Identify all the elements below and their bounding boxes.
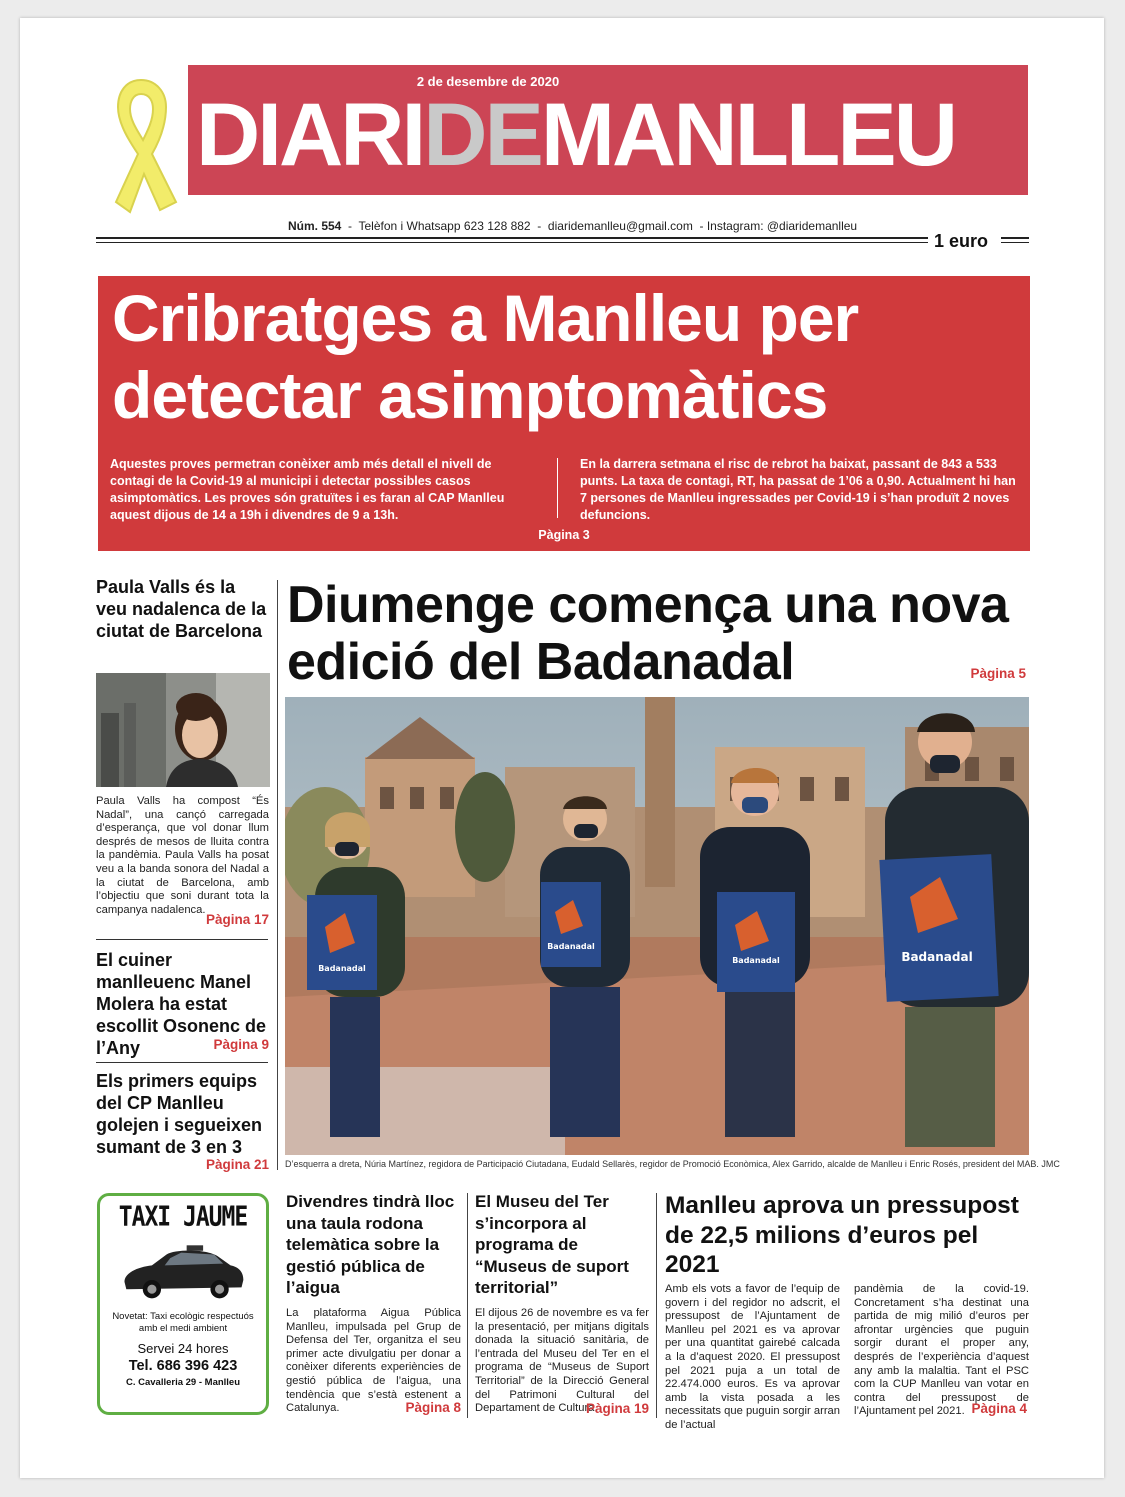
column-divider: [277, 580, 278, 1170]
newspaper-title: [196, 84, 955, 184]
bottom-col3-body-b: pandèmia de la covid-19. Concretament s’ha destinat una partida de mig milió d’euros per afrontar urgències que puguin sorgir durant el proper any, després de l’experiència d’aquest any amb la malaltia. Tant el PSC com la CUP Manlleu van votar en contra del pressupost de l’Ajuntament pel 2021.: [854, 1283, 1029, 1418]
title-part-manlleu: MANLLEU: [540, 84, 955, 184]
poster-title-1: Badanadal: [318, 964, 366, 973]
lead-summary-left: Aquestes proves permetran conèixer amb més detall el nivell de contagi de la Covid-19 al municipi i detectar possibles casos asimptomàtics. Les proves són gratuïtes i es faran al CAP Manlleu aquest dijous de 14 a 19h i divendres de 9 a 13h.: [110, 457, 505, 522]
side-story-3-page-ref[interactable]: Pàgina 21: [205, 1157, 269, 1172]
yellow-ribbon-icon: [96, 62, 186, 217]
title-part-de: DE: [423, 84, 541, 184]
side-story-3-headline[interactable]: Els primers equips del CP Manlleu golejen i segueixen sumant de 3 en 3: [96, 1071, 263, 1157]
taxi-phone[interactable]: Tel. 686 396 423: [128, 1358, 238, 1374]
poster-title-4: Badanadal: [901, 950, 973, 964]
taxi-car-icon: [117, 1238, 249, 1302]
bottom-col3-body-a: Amb els vots a favor de l’equip de govern i del regidor no adscrit, el pressupost de l’Ajuntament de Manlleu pel 2021 es va aprovar per una quantitat gairebé calcada a la d’aquest 2020. El pressupost pel 2021 puja a un total de 22.474.000 euros. Es va aprovar amb la vista posada a les necessitats que puguin sorgir arran de l’actual: [665, 1283, 840, 1431]
main-page-ref[interactable]: Pàgina 5: [970, 666, 1026, 681]
side-divider-1: [96, 939, 268, 940]
contact-details: - Telèfon i Whatsapp 623 128 882 - diaridemanlleu@gmail.com - Instagram: @diaridemanlleu: [341, 219, 858, 233]
price: 1 euro: [934, 231, 989, 251]
badanadal-photo: [285, 697, 1029, 1155]
taxi-address: C. Cavalleria 29 - Manlleu: [125, 1377, 241, 1388]
side-story-1-page-ref[interactable]: Pàgina 17: [205, 912, 269, 927]
side-divider-2: [96, 1062, 268, 1063]
side-story-1-body: Paula Valls ha compost “És Nadal”, una cançó carregada d’esperança, que vol donar llum després de mesos de lluita contra la pandèmia. Paula Valls ha posat veu a la banda sonora del Nadal a la ciutat de Barcelona, amb l’objectiu que soni durant tota la campanya nadalenca.: [96, 795, 269, 916]
lead-page-ref[interactable]: Pàgina 3: [538, 528, 590, 542]
side-story-2-headline[interactable]: El cuiner manlleuenc Manel Molera ha estat escollit Osonenc de l’Any: [96, 950, 267, 1058]
issue-date: 2 de desembre de 2020: [416, 74, 560, 89]
lead-divider: [557, 458, 558, 518]
taxi-name: TAXI JAUME: [118, 1201, 248, 1233]
bottom-col3-page-ref[interactable]: Pàgina 4: [971, 1401, 1027, 1416]
bottom-col2-page-ref[interactable]: Pàgina 19: [585, 1401, 649, 1416]
paula-valls-photo: [96, 673, 270, 787]
bottom-col1-headline[interactable]: Divendres tindrà lloc una taula rodona telemàtica sobre la gestió pública de l’aigua: [286, 1192, 455, 1297]
taxi-service: Servei 24 hores: [137, 1341, 229, 1356]
photo-caption: D’esquerra a dreta, Núria Martínez, regidora de Participació Ciutadana, Eudald Sellarès, regidor de Promoció Econòmica, Alex Garrido, alcalde de Manlleu i Enric Rosés, president del MAB. JMC: [285, 1159, 1060, 1169]
header-rule: [96, 237, 928, 243]
taxi-jaume-ad[interactable]: [97, 1193, 269, 1415]
bottom-divider-2: [656, 1193, 657, 1418]
title-part-diari: DIARI: [196, 84, 424, 184]
issue-number: Núm. 554: [288, 219, 342, 233]
bottom-col2-body: El dijous 26 de novembre es va fer la presentació, per mitjans digitals donada la situació sanitària, de l’entrada del Museu del Ter en el programa de “Museus de Suport Territorial” de la Direcció General del Patrimoni Cultural del Departament de Cultura.: [475, 1307, 649, 1415]
side-story-1-headline[interactable]: Paula Valls és la veu nadalenca de la ciutat de Barcelona: [96, 577, 267, 641]
bottom-col2-headline[interactable]: El Museu del Ter s’incorpora al programa de “Museus de suport territorial”: [475, 1192, 629, 1297]
bottom-divider-1: [467, 1193, 468, 1418]
taxi-note: Novetat: Taxi ecològic respectuós amb el medi ambient: [112, 1311, 254, 1334]
poster-title-2: Badanadal: [547, 942, 595, 951]
bottom-col1-body: La plataforma Aigua Pública Manlleu, impulsada pel Grup de Defensa del Ter, organitza el seu primer acte divulgatiu per donar a conèixer diferents experiències de gestió pública de l’aigua, una tendència que s’està estenent a Catalunya.: [286, 1307, 461, 1415]
lead-summary-right: En la darrera setmana el risc de rebrot ha baixat, passant de 843 a 533 punts. La taxa de contagi, RT, ha passat de 1’06 a 0,90. Actualment hi han 7 persones de Manlleu ingressades per Covid-19 i s’han produït 2 noves defuncions.: [580, 457, 1016, 522]
header-rule-right: [1001, 237, 1029, 243]
contact-info-line: [288, 219, 857, 233]
poster-title-3: Badanadal: [732, 956, 780, 965]
bottom-col1-page-ref[interactable]: Pàgina 8: [405, 1400, 461, 1415]
lead-headline[interactable]: Cribratges a Manlleu per detectar asimptomàtics: [112, 281, 859, 432]
main-headline[interactable]: Diumenge comença una nova edició del Badanadal: [287, 576, 1009, 691]
side-story-2-page-ref[interactable]: Pàgina 9: [213, 1037, 269, 1052]
bottom-col3-headline[interactable]: Manlleu aprova un pressupost de 22,5 milions d’euros pel 2021: [665, 1192, 1019, 1278]
